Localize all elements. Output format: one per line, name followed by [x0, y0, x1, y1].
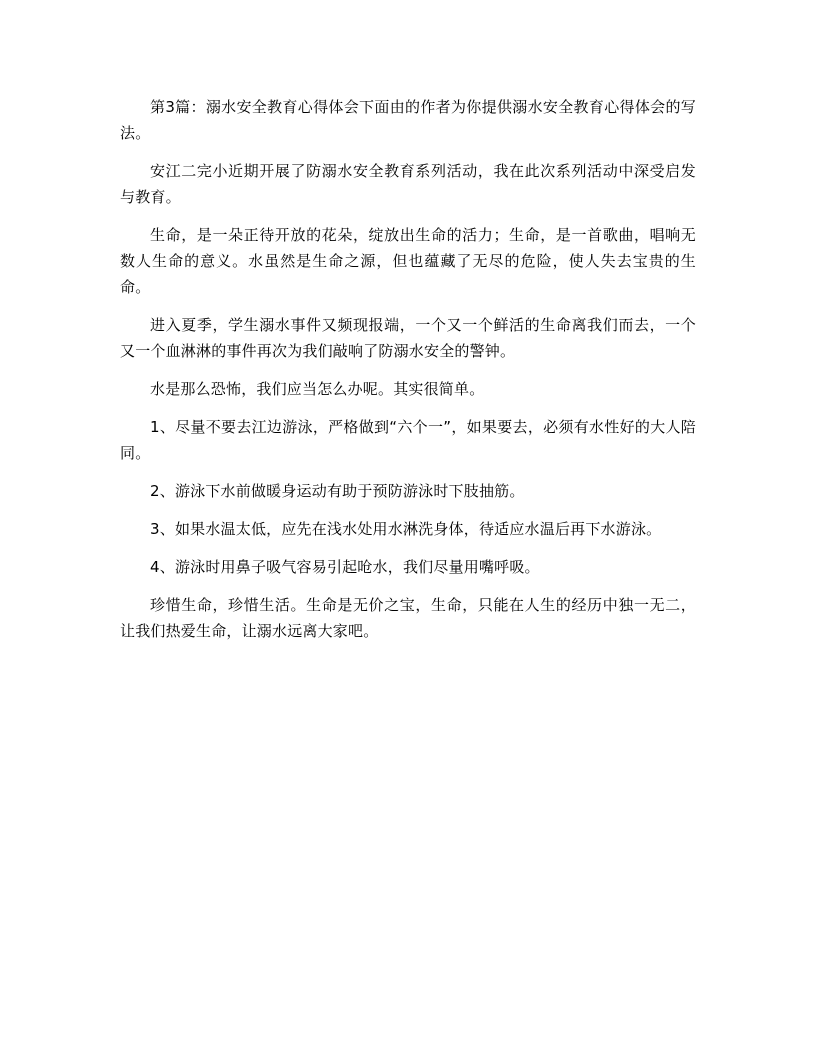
paragraph-tip-4: 4、游泳时用鼻子吸气容易引起呛水，我们尽量用嘴呼吸。 — [150, 558, 540, 576]
paragraph-summer: 进入夏季，学生溺水事件又频现报端，一个又一个鲜活的生命离我们而去，一个又一个血淋淋的事件再次为我们敲响了防溺水安全的警钟。 — [120, 316, 696, 360]
paragraph-tip-2: 2、游泳下水前做暖身运动有助于预防游泳时下肢抽筋。 — [150, 482, 525, 500]
paragraph-conclusion: 珍惜生命，珍惜生活。生命是无价之宝，生命，只能在人生的经历中独一无二，让我们热爱生命，让溺水远离大家吧。 — [120, 596, 696, 640]
paragraph-tip-1: 1、尽量不要去江边游泳，严格做到“六个一”，如果要去，必须有水性好的大人陪同。 — [120, 418, 696, 462]
paragraph-tip-3: 3、如果水温太低，应先在浅水处用水淋洗身体，待适应水温后再下水游泳。 — [150, 520, 662, 538]
paragraph-intro: 第3篇：溺水安全教育心得体会下面由的作者为你提供溺水安全教育心得体会的写法。 — [120, 98, 696, 142]
paragraph-question: 水是那么恐怖，我们应当怎么办呢。其实很简单。 — [150, 380, 485, 398]
document-body — [120, 94, 696, 656]
paragraph-life: 生命，是一朵正待开放的花朵，绽放出生命的活力；生命，是一首歌曲，唱响无数人生命的意义。水虽然是生命之源，但也蕴藏了无尽的危险，使人失去宝贵的生命。 — [120, 226, 696, 296]
paragraph-activity: 安江二完小近期开展了防溺水安全教育系列活动，我在此次系列活动中深受启发与教育。 — [120, 162, 696, 206]
